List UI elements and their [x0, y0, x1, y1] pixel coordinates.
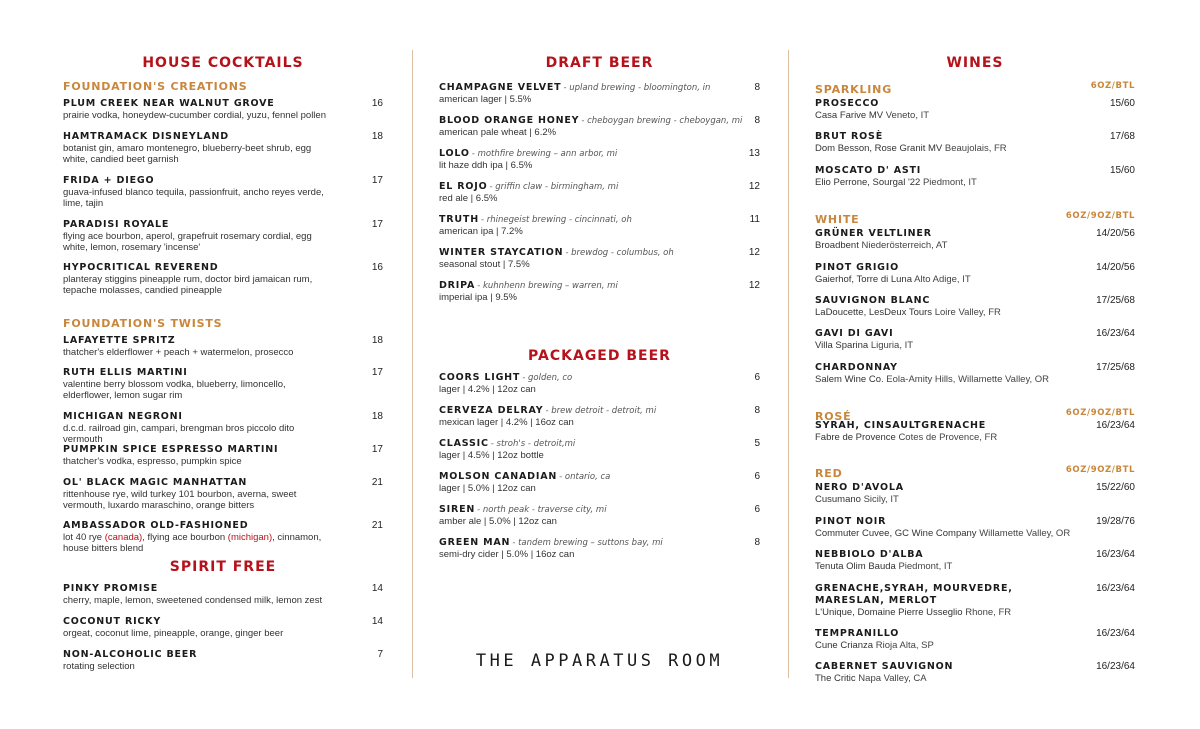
menu-item [439, 537, 760, 560]
region: Sicily, IT [863, 494, 899, 505]
brewery-info: - golden, co [522, 373, 573, 383]
item-name [439, 148, 760, 160]
wine-item [815, 482, 1135, 505]
wine-item [815, 328, 1135, 351]
item-price: 12 [748, 280, 760, 291]
wine-producer [815, 340, 1135, 351]
menu-item [63, 444, 383, 467]
item-price: 8 [754, 405, 760, 416]
brewery-info: - griffin claw - birmingham, mi [489, 182, 619, 192]
region: Loire Valley, FR [934, 307, 1001, 318]
rose-subtitle: ROSÉ [815, 410, 852, 423]
menu-item [63, 616, 383, 639]
spirit-free-title: SPIRIT FREE [169, 559, 277, 575]
region: Willamette Valley, OR [979, 528, 1071, 539]
brewery-info: - upland brewing - bloomington, in [563, 83, 711, 93]
wine-price: 16/23/64 [1096, 420, 1135, 431]
wine-producer [815, 432, 1135, 443]
wine-item [815, 131, 1135, 154]
item-price: 8 [754, 115, 760, 126]
beer-name: LOLO [439, 148, 470, 159]
wine-price: 16/23/64 [1096, 583, 1135, 594]
menu-item [439, 405, 760, 428]
wine-item [815, 228, 1135, 251]
item-name [439, 405, 760, 417]
item-desc: red ale | 6.5% [439, 193, 498, 204]
item-name: PARADISI ROYALE [63, 219, 170, 230]
item-name [439, 214, 760, 226]
menu-item [63, 477, 383, 511]
item-name: RUTH ELLIS MARTINI [63, 367, 188, 378]
desc-part: , flying ace bourbon [142, 532, 228, 543]
item-name [439, 504, 760, 516]
item-desc: imperial ipa | 9.5% [439, 292, 517, 303]
desc-part: , cinnamon, house bitters blend [63, 532, 322, 554]
wine-name: NERO D'AVOLA [815, 482, 904, 493]
beer-name: CERVEZA DELRAY [439, 405, 544, 416]
item-desc: guava-infused blanco tequila, passionfruit, ancho reyes verde, lime, tajin [63, 187, 324, 209]
packaged-beer-title: PACKAGED BEER [528, 348, 671, 364]
item-price: 18 [371, 335, 383, 346]
wine-name: GRENACHE,SYRAH, MOURVEDRE, MARESLAN, MERLOT [815, 583, 1013, 606]
region: Cotes de Provence, FR [898, 432, 998, 443]
wine-name: GAVI DI GAVI [815, 328, 894, 339]
brand-name: THE APPARATUS ROOM [475, 651, 724, 671]
menu-item [63, 219, 383, 253]
column-divider [788, 50, 789, 678]
item-name [439, 181, 760, 193]
item-name [439, 438, 760, 450]
item-desc: orgeat, coconut lime, pineapple, orange, ginger beer [63, 628, 284, 639]
wine-price: 16/23/64 [1096, 661, 1135, 672]
item-desc: thatcher's elderflower + peach + watermelon, prosecco [63, 347, 294, 358]
item-price: 17 [371, 444, 383, 455]
item-desc: lager | 4.5% | 12oz bottle [439, 450, 544, 461]
wine-name: PINOT GRIGIO [815, 262, 899, 273]
menu-item [63, 649, 383, 672]
menu-item [439, 214, 760, 237]
brewery-info: - brew detroit - detroit, mi [545, 406, 657, 416]
brewery-info: - ontario, ca [559, 472, 611, 482]
region: Piedmont, IT [922, 177, 977, 188]
wines-title: WINES [946, 55, 1004, 71]
producer: The Critic [815, 673, 856, 684]
region: Piedmont, IT [898, 561, 953, 572]
item-price: 17 [371, 367, 383, 378]
origin-highlight: (canada) [104, 532, 143, 543]
item-desc: flying ace bourbon, aperol, grapefruit rosemary cordial, egg white, lemon, rosemary 'incense' [63, 231, 312, 253]
item-desc [63, 532, 383, 554]
item-name [439, 82, 760, 94]
item-desc: lager | 4.2% | 12oz can [439, 384, 536, 395]
item-name: PLUM CREEK NEAR WALNUT GROVE [63, 98, 275, 109]
serving-sizes: 6OZ/BTL [1090, 81, 1135, 91]
item-price: 14 [371, 616, 383, 627]
wine-price: 15/22/60 [1096, 482, 1135, 493]
white-subtitle: WHITE [815, 213, 860, 226]
item-price: 5 [754, 438, 760, 449]
wine-producer [815, 274, 1135, 285]
beer-name: EL ROJO [439, 181, 488, 192]
producer: L'Unique, Domaine Pierre Usseglio [815, 607, 963, 618]
brewery-info: - cheboygan brewing - cheboygan, mi [581, 116, 743, 126]
item-name [439, 115, 760, 127]
region: Napa Valley, CA [858, 673, 927, 684]
red-subtitle: RED [815, 467, 843, 480]
wine-producer [815, 143, 1135, 154]
item-price: 6 [754, 372, 760, 383]
menu-item [439, 280, 760, 303]
item-price: 14 [371, 583, 383, 594]
producer: LaDoucette, LesDeux Tours [815, 307, 933, 318]
item-desc: seasonal stout | 7.5% [439, 259, 530, 270]
item-price: 7 [377, 649, 383, 660]
wine-item [815, 362, 1135, 385]
wine-producer [815, 307, 1135, 318]
wine-price: 17/68 [1109, 131, 1135, 142]
item-name: PUMPKIN SPICE ESPRESSO MARTINI [63, 444, 279, 455]
item-price: 17 [371, 219, 383, 230]
wine-item [815, 549, 1135, 572]
item-desc: valentine berry blossom vodka, blueberry, limoncello, elderflower, lemon sugar rim [63, 379, 286, 401]
item-name [439, 280, 760, 292]
wine-price: 14/20/56 [1096, 262, 1135, 273]
wine-producer [815, 110, 1135, 121]
wine-name: CHARDONNAY [815, 362, 898, 373]
wine-item [815, 262, 1135, 285]
item-name: HAMTRAMACK DISNEYLAND [63, 131, 229, 142]
beer-name: GREEN MAN [439, 537, 511, 548]
draft-beer-title: DRAFT BEER [545, 55, 654, 71]
wine-item [815, 583, 1135, 618]
menu-item [63, 98, 383, 121]
wine-item [815, 516, 1135, 539]
menu-item [63, 131, 383, 165]
wine-name: PINOT NOIR [815, 516, 887, 527]
producer: Gaierhof, Torre di Luna [815, 274, 912, 285]
menu-item [63, 367, 383, 401]
wine-price: 17/25/68 [1096, 362, 1135, 373]
wine-price: 14/20/56 [1096, 228, 1135, 239]
item-desc: american pale wheat | 6.2% [439, 127, 557, 138]
origin-highlight: (michigan) [227, 532, 273, 543]
brewery-info: - brewdog - columbus, oh [565, 248, 674, 258]
item-price: 16 [371, 98, 383, 109]
wine-name: NEBBIOLO D'ALBA [815, 549, 924, 560]
beer-name: MOLSON CANADIAN [439, 471, 558, 482]
item-price: 12 [748, 247, 760, 258]
item-desc: prairie vodka, honeydew-cucumber cordial, yuzu, fennel pollen [63, 110, 326, 121]
wine-item [815, 661, 1135, 684]
creations-subtitle: FOUNDATION'S CREATIONS [63, 80, 248, 93]
item-name [439, 471, 760, 483]
wine-producer [815, 240, 1135, 251]
producer: Casa Farive MV [815, 110, 884, 121]
item-price: 18 [371, 131, 383, 142]
wine-item [815, 420, 1135, 443]
item-price: 11 [749, 214, 760, 225]
item-desc: cherry, maple, lemon, sweetened condensed milk, lemon zest [63, 595, 323, 606]
item-price: 17 [371, 175, 383, 186]
sparkling-header [815, 80, 1135, 94]
brewery-info: - mothfire brewing – ann arbor, mi [471, 149, 618, 159]
brewery-info: - stroh's - detroit,mi [490, 439, 576, 449]
wine-name: TEMPRANILLO [815, 628, 900, 639]
item-desc: lager | 5.0% | 12oz can [439, 483, 536, 494]
beer-name: CLASSIC [439, 438, 489, 449]
serving-sizes: 6OZ/9OZ/BTL [1065, 211, 1135, 221]
producer: Elio Perrone, Sourgal '22 [815, 177, 921, 188]
item-desc: thatcher's vodka, espresso, pumpkin spice [63, 456, 242, 467]
item-price: 6 [754, 471, 760, 482]
wine-producer [815, 607, 1135, 618]
wine-price: 15/60 [1109, 165, 1135, 176]
wine-item [815, 295, 1135, 318]
menu-item [63, 411, 383, 445]
house-cocktails-title: HOUSE COCKTAILS [142, 55, 304, 71]
item-name: FRIDA + DIEGO [63, 175, 155, 186]
wine-item [815, 165, 1135, 188]
item-name: OL' BLACK MAGIC MANHATTAN [63, 477, 248, 488]
item-name [439, 247, 760, 259]
serving-sizes: 6OZ/9OZ/BTL [1065, 408, 1135, 418]
item-desc: semi-dry cider | 5.0% | 16oz can [439, 549, 575, 560]
menu-item [63, 520, 383, 554]
wine-producer [815, 494, 1135, 505]
beer-name: DRIPA [439, 280, 476, 291]
producer: Cusumano [815, 494, 861, 505]
producer: Villa Sparina [815, 340, 869, 351]
item-price: 6 [754, 504, 760, 515]
brewery-info: - kuhnhenn brewing – warren, mi [477, 281, 618, 291]
wine-item [815, 98, 1135, 121]
item-name: HYPOCRITICAL REVEREND [63, 262, 219, 273]
item-desc: planteray stiggins pineapple rum, doctor bird jamaican rum, tepache molasses, candied pineapple [63, 274, 313, 296]
wine-price: 19/28/76 [1096, 516, 1135, 527]
wine-name: MOSCATO D' ASTI [815, 165, 922, 176]
wine-producer [815, 177, 1135, 188]
item-name: NON-ALCOHOLIC BEER [63, 649, 198, 660]
wine-price: 16/23/64 [1096, 628, 1135, 639]
region: Eola-Amity Hills, Willamette Valley, OR [886, 374, 1050, 385]
beer-name: CHAMPAGNE VELVET [439, 82, 562, 93]
menu-item [439, 247, 760, 270]
beer-name: WINTER STAYCATION [439, 247, 564, 258]
wine-name: SYRAH, CINSAULTGRENACHE [815, 420, 987, 431]
twists-subtitle: FOUNDATION'S TWISTS [63, 317, 223, 330]
item-desc: amber ale | 5.0% | 12oz can [439, 516, 557, 527]
beer-name: SIREN [439, 504, 476, 515]
item-desc: american ipa | 7.2% [439, 226, 523, 237]
producer: Tenuta Olim Bauda [815, 561, 896, 572]
item-price: 18 [371, 411, 383, 422]
menu-item [439, 372, 760, 395]
item-name: AMBASSADOR OLD-FASHIONED [63, 520, 249, 531]
item-price: 13 [748, 148, 760, 159]
producer: Dom Besson, Rose Granit MV [815, 143, 943, 154]
menu-item [439, 82, 760, 105]
producer: Salem Wine Co. [815, 374, 884, 385]
item-price: 8 [754, 82, 760, 93]
desc-part: lot 40 rye [63, 532, 105, 543]
wine-price: 16/23/64 [1096, 328, 1135, 339]
item-price: 16 [371, 262, 383, 273]
menu-item [63, 175, 383, 209]
wine-producer [815, 561, 1135, 572]
item-price: 21 [371, 477, 383, 488]
region: Veneto, IT [885, 110, 930, 121]
region: Alto Adige, IT [914, 274, 971, 285]
wine-price: 15/60 [1109, 98, 1135, 109]
beer-name: TRUTH [439, 214, 479, 225]
region: Niederösterreich, AT [861, 240, 948, 251]
item-price: 8 [754, 537, 760, 548]
wine-name: BRUT ROSÈ [815, 131, 883, 142]
menu-item [63, 262, 383, 296]
wine-price: 17/25/68 [1096, 295, 1135, 306]
menu-item [63, 583, 383, 606]
beer-name: BLOOD ORANGE HONEY [439, 115, 580, 126]
item-desc: lit haze ddh ipa | 6.5% [439, 160, 533, 171]
menu-item [439, 471, 760, 494]
column-divider [412, 50, 413, 678]
region: Rioja Alta, SP [875, 640, 934, 651]
producer: Commuter Cuvee, GC Wine Company [815, 528, 977, 539]
brewery-info: - rhinegeist brewing - cincinnati, oh [480, 215, 632, 225]
wine-producer [815, 673, 1135, 684]
menu-item [439, 115, 760, 138]
wine-name: PROSECCO [815, 98, 880, 109]
item-desc: mexican lager | 4.2% | 16oz can [439, 417, 574, 428]
white-header [815, 210, 1135, 224]
item-price: 21 [371, 520, 383, 531]
item-desc: d.c.d. railroad gin, campari, brengman bros piccolo dito vermouth [63, 423, 295, 445]
item-name [439, 537, 760, 549]
wine-producer [815, 374, 1135, 385]
item-name [439, 372, 760, 384]
red-header [815, 464, 1135, 478]
rose-header [815, 407, 1135, 421]
item-desc: rotating selection [63, 661, 135, 672]
item-name: PINKY PROMISE [63, 583, 159, 594]
item-desc: botanist gin, amaro montenegro, blueberry-beet shrub, egg white, candied beet garnish [63, 143, 312, 165]
item-name: LAFAYETTE SPRITZ [63, 335, 176, 346]
beer-name: COORS LIGHT [439, 372, 521, 383]
menu-item [439, 438, 760, 461]
wine-price: 16/23/64 [1096, 549, 1135, 560]
menu-item [439, 181, 760, 204]
serving-sizes: 6OZ/9OZ/BTL [1065, 465, 1135, 475]
item-desc: american lager | 5.5% [439, 94, 532, 105]
region: Rhone, FR [965, 607, 1012, 618]
region: Liguria, IT [870, 340, 914, 351]
wine-producer [815, 640, 1135, 651]
wine-name: CABERNET SAUVIGNON [815, 661, 954, 672]
wine-item [815, 628, 1135, 651]
wine-name: GRÜNER VELTLINER [815, 228, 932, 239]
region: Beaujolais, FR [944, 143, 1007, 154]
menu-item [63, 335, 383, 358]
item-name: COCONUT RICKY [63, 616, 162, 627]
wine-name: SAUVIGNON BLANC [815, 295, 931, 306]
sparkling-subtitle: SPARKLING [815, 83, 893, 96]
item-price: 12 [748, 181, 760, 192]
menu-item [439, 148, 760, 171]
brewery-info: - north peak - traverse city, mi [477, 505, 607, 515]
producer: Fabre de Provence [815, 432, 896, 443]
item-desc: rittenhouse rye, wild turkey 101 bourbon, averna, sweet vermouth, luxardo maraschino, orange bitters [63, 489, 297, 511]
producer: Broadbent [815, 240, 859, 251]
menu-item [439, 504, 760, 527]
brewery-info: - tandem brewing – suttons bay, mi [512, 538, 663, 548]
producer: Cune Crianza [815, 640, 874, 651]
wine-producer [815, 528, 1135, 539]
item-name: MICHIGAN NEGRONI [63, 411, 183, 422]
